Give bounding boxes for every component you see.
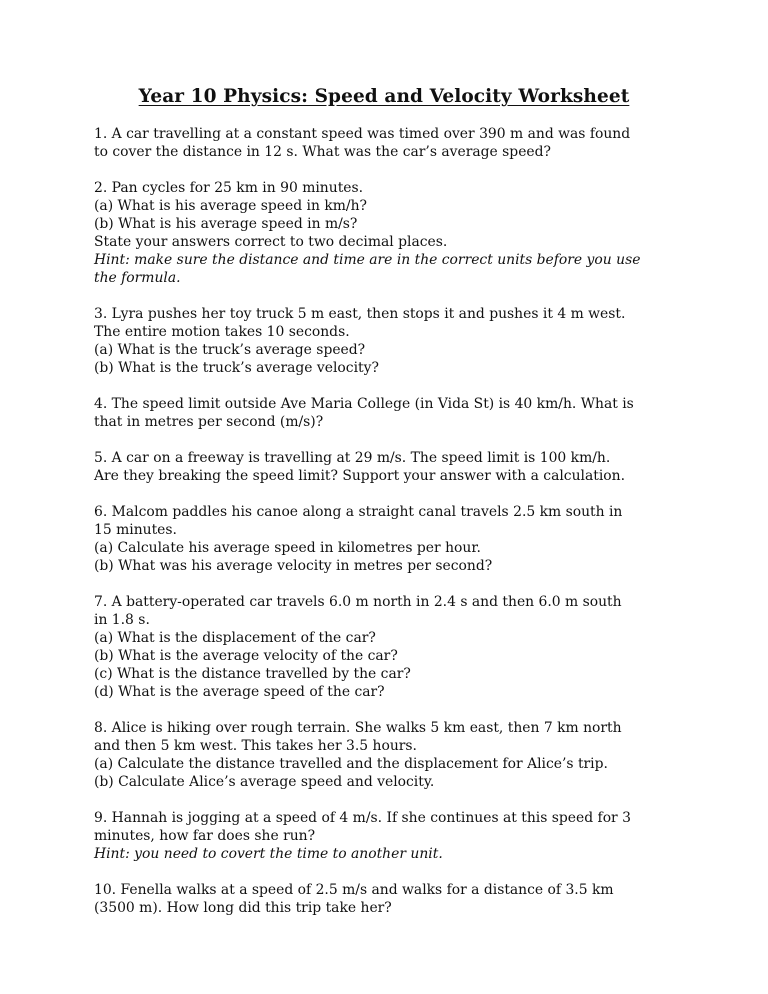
question-8: [94, 719, 694, 791]
question-line: 5. A car on a freeway is travelling at 29 m/s. The speed limit is 100 km/h.: [94, 450, 611, 466]
question-line: to cover the distance in 12 s. What was the car’s average speed?: [94, 144, 551, 160]
question-line: 15 minutes.: [94, 522, 177, 538]
page-title: Year 10 Physics: Speed and Velocity Worksheet: [138, 86, 630, 107]
question-line: 7. A battery-operated car travels 6.0 m north in 2.4 s and then 6.0 m south: [94, 594, 622, 610]
question-list: [94, 125, 694, 935]
question-4: [94, 395, 694, 431]
question-7: [94, 593, 694, 701]
question-line: that in metres per second (m/s)?: [94, 414, 324, 430]
question-line: 8. Alice is hiking over rough terrain. She walks 5 km east, then 7 km north: [94, 720, 622, 736]
question-2: [94, 179, 694, 287]
question-line: State your answers correct to two decimal places.: [94, 234, 448, 250]
question-line: (a) Calculate the distance travelled and the displacement for Alice’s trip.: [94, 756, 608, 772]
question-line: in 1.8 s.: [94, 612, 150, 628]
question-line: 1. A car travelling at a constant speed was timed over 390 m and was found: [94, 126, 631, 142]
question-line: The entire motion takes 10 seconds.: [94, 324, 350, 340]
question-line: minutes, how far does she run?: [94, 828, 316, 844]
question-10: [94, 881, 694, 917]
question-line: (b) What is his average speed in m/s?: [94, 216, 358, 232]
hint-line: Hint: make sure the distance and time are in the correct units before you use: [94, 252, 641, 268]
question-line: 3. Lyra pushes her toy truck 5 m east, then stops it and pushes it 4 m west.: [94, 306, 626, 322]
hint-line: the formula.: [94, 270, 181, 286]
question-line: and then 5 km west. This takes her 3.5 hours.: [94, 738, 417, 754]
question-line: (3500 m). How long did this trip take her?: [94, 900, 392, 916]
question-1: [94, 125, 694, 161]
question-5: [94, 449, 694, 485]
question-line: 10. Fenella walks at a speed of 2.5 m/s and walks for a distance of 3.5 km: [94, 882, 614, 898]
question-line: (a) Calculate his average speed in kilometres per hour.: [94, 540, 481, 556]
question-line: (a) What is his average speed in km/h?: [94, 198, 367, 214]
question-line: 9. Hannah is jogging at a speed of 4 m/s. If she continues at this speed for 3: [94, 810, 631, 826]
question-line: (b) Calculate Alice’s average speed and velocity.: [94, 774, 435, 790]
question-line: 6. Malcom paddles his canoe along a straight canal travels 2.5 km south in: [94, 504, 623, 520]
question-line: (a) What is the displacement of the car?: [94, 630, 376, 646]
question-3: [94, 305, 694, 377]
question-9: [94, 809, 694, 863]
question-line: (b) What was his average velocity in metres per second?: [94, 558, 493, 574]
question-6: [94, 503, 694, 575]
question-line: Are they breaking the speed limit? Support your answer with a calculation.: [94, 468, 625, 484]
question-line: (a) What is the truck’s average speed?: [94, 342, 366, 358]
question-line: (c) What is the distance travelled by the car?: [94, 666, 411, 682]
question-line: (d) What is the average speed of the car?: [94, 684, 385, 700]
question-line: 2. Pan cycles for 25 km in 90 minutes.: [94, 180, 364, 196]
question-line: (b) What is the truck’s average velocity?: [94, 360, 379, 376]
hint-line: Hint: you need to covert the time to another unit.: [94, 846, 443, 862]
question-line: (b) What is the average velocity of the car?: [94, 648, 398, 664]
question-line: 4. The speed limit outside Ave Maria College (in Vida St) is 40 km/h. What is: [94, 396, 634, 412]
